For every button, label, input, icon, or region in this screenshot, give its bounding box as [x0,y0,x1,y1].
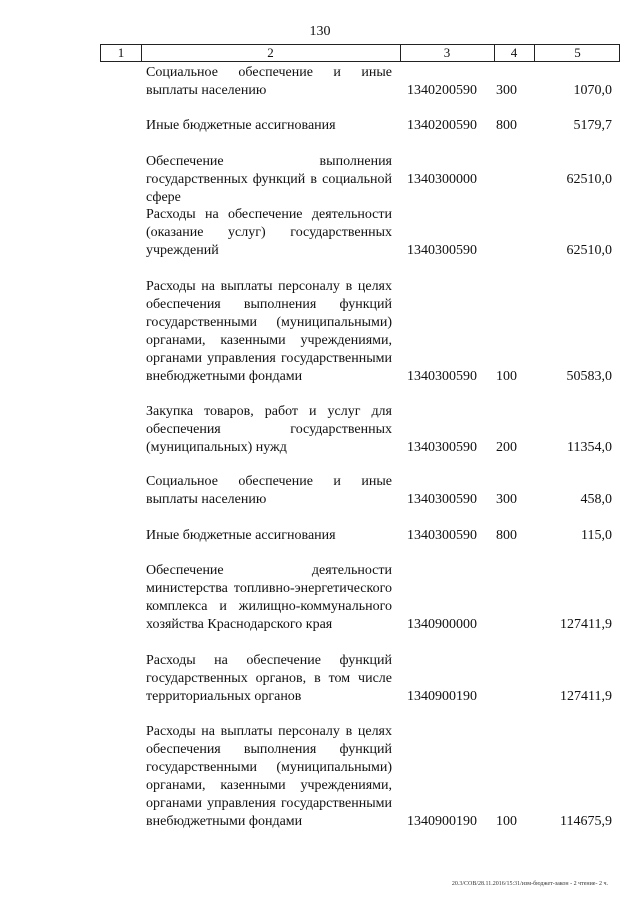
row-type: 100 [496,369,517,384]
table-row [0,723,640,831]
row-code: 1340200590 [407,83,477,98]
row-code: 1340300590 [407,528,477,543]
header-col-2: 2 [141,45,401,61]
row-amount: 5179,7 [573,118,612,133]
row-amount: 1070,0 [573,83,612,98]
row-description: Закупка товаров, работ и услуг для обеспечения государственных (муниципальных) нужд [146,404,392,455]
row-code: 1340900190 [407,689,477,704]
table-row [0,403,640,457]
row-amount: 458,0 [580,492,612,507]
table-row [0,64,640,100]
row-description: Расходы на выплаты персоналу в целях обеспечения выполнения функций государственными (муниципальными) органами, казенными учреждениями, органами управления государственными внебюджетными фондами [146,279,392,384]
row-amount: 62510,0 [566,172,612,187]
page-number: 130 [309,24,331,39]
header-col-4: 4 [494,45,535,61]
row-description: Социальное обеспечение и иные выплаты населению [146,65,392,98]
table-row [0,117,640,135]
row-description: Расходы на обеспечение функций государственных органов, в том числе территориальных органов [146,653,392,704]
row-description: Расходы на выплаты персоналу в целях обеспечения выполнения функций государственными (муниципальными) органами, казенными учреждениями, органами управления государственными внебюджетными фондами [146,724,392,829]
row-code: 1340900000 [407,617,477,632]
document-footer: 20.3/СОВ/28.11.2016/15:31/изм-бюджет-закон - 2 чтение- 2 ч. [451,881,608,887]
row-amount: 62510,0 [566,243,612,258]
row-type: 300 [496,492,517,507]
row-code: 1340300590 [407,492,477,507]
header-col-3: 3 [400,45,495,61]
row-code: 1340300590 [407,243,477,258]
row-description: Обеспечение выполнения государственных функций в социальной сфере [146,154,392,205]
table-header [100,44,620,62]
row-type: 100 [496,814,517,829]
row-amount: 127411,9 [560,689,612,704]
row-code: 1340300590 [407,369,477,384]
table-row [0,153,640,205]
row-description: Расходы на обеспечение деятельности (оказание услуг) государственных учреждений [146,207,392,258]
row-type: 800 [496,528,517,543]
row-amount: 11354,0 [567,440,612,455]
row-description: Иные бюджетные ассигнования [146,118,336,133]
row-amount: 115,0 [581,528,612,543]
row-code: 1340300000 [407,172,477,187]
row-description: Обеспечение деятельности министерства топливно-энергетического комплекса и жилищно-коммунального хозяйства Краснодарского края [146,563,392,632]
table-row [0,652,640,706]
row-amount: 114675,9 [560,814,612,829]
row-code: 1340200590 [407,118,477,133]
row-code: 1340300590 [407,440,477,455]
row-type: 800 [496,118,517,133]
row-type: 200 [496,440,517,455]
header-col-5: 5 [574,45,581,60]
table-row [0,527,640,545]
row-description: Иные бюджетные ассигнования [146,528,336,543]
row-code: 1340900190 [407,814,477,829]
table-row [0,206,640,260]
row-amount: 50583,0 [566,369,612,384]
row-type: 300 [496,83,517,98]
table-row [0,278,640,386]
table-row [0,473,640,509]
row-amount: 127411,9 [560,617,612,632]
table-row [0,562,640,634]
header-col-1: 1 [101,45,142,61]
row-description: Социальное обеспечение и иные выплаты населению [146,474,392,507]
